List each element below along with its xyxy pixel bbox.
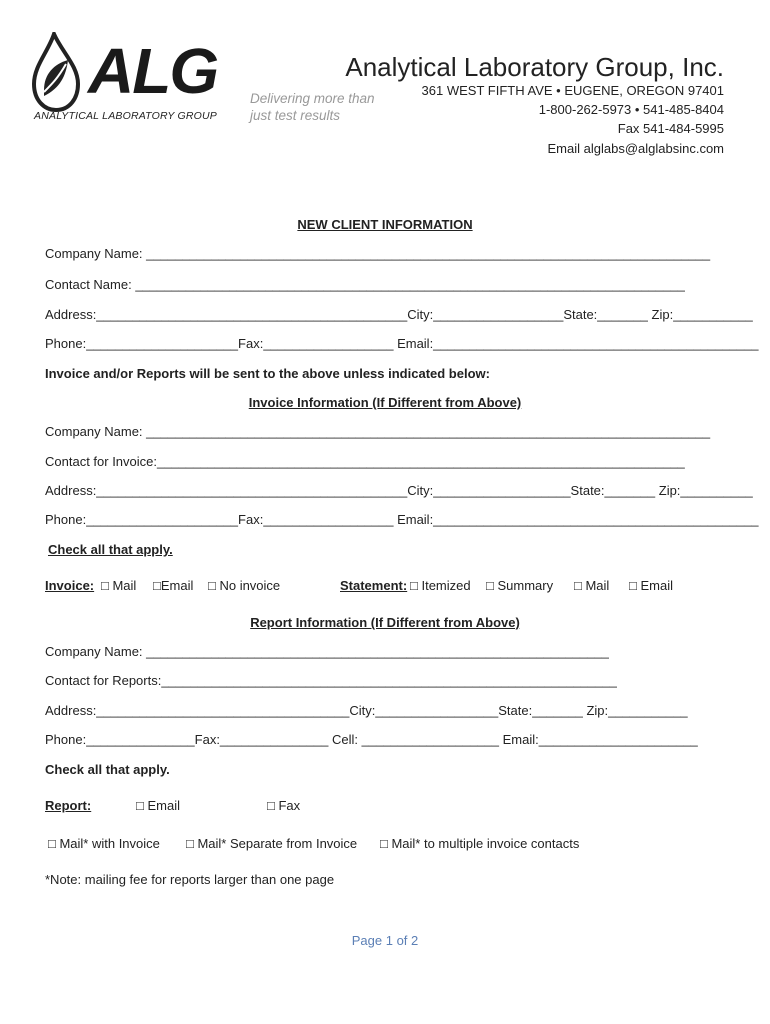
statement-option-itemized[interactable]: □ Itemized — [410, 578, 471, 593]
invoice-options-label: Invoice: — [45, 578, 95, 593]
report-address-field[interactable]: Address:___________________________________City:_________________State:_______ Zip:___________ — [45, 703, 688, 718]
client-contact-field[interactable]: Contact Name: ____________________________________________________________________________ — [45, 277, 685, 292]
check-all-label-1: Check all that apply. — [48, 542, 173, 557]
report-company-field[interactable]: Company Name: ________________________________________________________________ — [45, 644, 609, 659]
company-name: Analytical Laboratory Group, Inc. — [345, 52, 724, 82]
logo-text: ALG — [88, 35, 218, 107]
report-section-heading: Report Information (If Different from Above) — [250, 615, 520, 630]
report-options-label: Report: — [45, 798, 92, 813]
company-phones: 1-800-262-5973 • 541-485-8404 — [538, 102, 724, 117]
statement-option-mail[interactable]: □ Mail — [574, 578, 610, 593]
form-title: NEW CLIENT INFORMATION — [297, 217, 473, 232]
client-company-field[interactable]: Company Name: ______________________________________________________________________________ — [45, 246, 711, 261]
client-phone-field[interactable]: Phone:_____________________Fax:__________________ Email:_____________________________________________ — [45, 336, 759, 351]
client-address-field[interactable]: Address:___________________________________________City:__________________State:_______ Zip:___________ — [45, 307, 753, 322]
tagline-line-2: just test results — [250, 108, 341, 123]
mail-option-with-invoice[interactable]: □ Mail* with Invoice — [48, 836, 160, 851]
page-number: Page 1 of 2 — [351, 933, 419, 948]
tagline — [250, 90, 375, 124]
invoice-phone-field[interactable]: Phone:_____________________Fax:__________________ Email:_____________________________________________ — [45, 512, 759, 527]
mailing-fee-note: *Note: mailing fee for reports larger than one page — [45, 872, 335, 887]
tagline-line-1: Delivering more than — [250, 91, 375, 106]
report-phone-field[interactable]: Phone:_______________Fax:_______________ Cell: ___________________ Email:______________________ — [45, 732, 698, 747]
invoice-option-mail[interactable]: □ Mail — [101, 578, 137, 593]
statement-option-summary[interactable]: □ Summary — [486, 578, 554, 593]
check-all-label-2: Check all that apply. — [45, 762, 170, 777]
mail-option-multiple[interactable]: □ Mail* to multiple invoice contacts — [380, 836, 580, 851]
invoice-contact-field[interactable]: Contact for Invoice:_________________________________________________________________________ — [45, 454, 685, 469]
report-option-email[interactable]: □ Email — [136, 798, 180, 813]
alg-logo — [30, 32, 380, 127]
statement-option-email[interactable]: □ Email — [629, 578, 673, 593]
report-contact-field[interactable]: Contact for Reports:_______________________________________________________________ — [45, 673, 617, 688]
statement-options-label: Statement: — [340, 578, 408, 593]
invoice-option-none[interactable]: □ No invoice — [208, 578, 281, 593]
company-fax: Fax 541-484-5995 — [617, 121, 724, 136]
company-address: 361 WEST FIFTH AVE • EUGENE, OREGON 97401 — [421, 83, 724, 98]
logo-subtitle: ANALYTICAL LABORATORY GROUP — [34, 110, 217, 122]
leaf-drop-icon — [30, 32, 90, 112]
invoice-notice: Invoice and/or Reports will be sent to the above unless indicated below: — [45, 366, 490, 381]
invoice-company-field[interactable]: Company Name: ______________________________________________________________________________ — [45, 424, 711, 439]
company-email: Email alglabs@alglabsinc.com — [547, 141, 724, 156]
mail-option-separate[interactable]: □ Mail* Separate from Invoice — [186, 836, 358, 851]
invoice-address-field[interactable]: Address:___________________________________________City:___________________State:_______ Zip:__________ — [45, 483, 753, 498]
invoice-option-email[interactable]: □Email — [153, 578, 194, 593]
invoice-section-heading: Invoice Information (If Different from Above) — [248, 395, 522, 410]
report-option-fax[interactable]: □ Fax — [267, 798, 301, 813]
